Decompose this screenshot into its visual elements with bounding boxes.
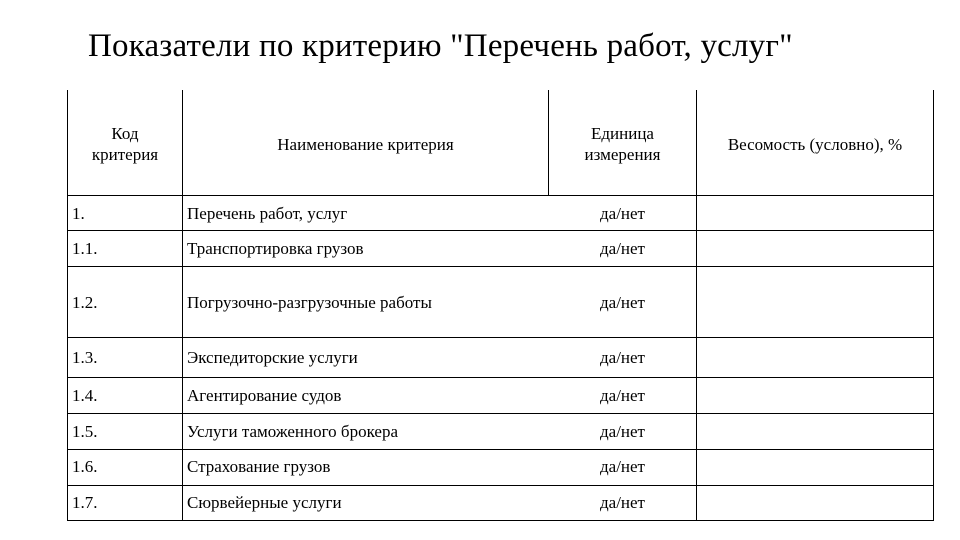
row-5-name: Агентирование судов: [187, 386, 342, 405]
row-2-name: Транспортировка грузов: [187, 239, 364, 258]
row-2-unit: да/нет: [600, 239, 645, 258]
row-7-name: Страхование грузов: [187, 457, 331, 476]
row-4-unit: да/нет: [600, 348, 645, 367]
row-4-name: Экспедиторские услуги: [187, 348, 358, 367]
row-4-code: 1.3.: [72, 348, 98, 367]
row-3-code: 1.2.: [72, 293, 98, 312]
header-name-label: Наименование критерия: [277, 134, 454, 154]
header-weight-label: Весомость (условно), %: [727, 134, 903, 154]
row-6-code: 1.5.: [72, 422, 98, 441]
row-7-code: 1.6.: [72, 457, 98, 476]
row-1-code: 1.: [72, 204, 85, 223]
row-8-code: 1.7.: [72, 493, 98, 512]
header-unit-line1: Единица: [591, 124, 654, 143]
row-8-name: Сюрвейерные услуги: [187, 493, 342, 512]
row-1-name: Перечень работ, услуг: [187, 204, 348, 223]
row-5-unit: да/нет: [600, 386, 645, 405]
page-title: Показатели по критерию "Перечень работ, услуг": [88, 28, 793, 64]
row-8-unit: да/нет: [600, 493, 645, 512]
header-unit-line2: измерения: [584, 145, 661, 164]
row-7-unit: да/нет: [600, 457, 645, 476]
row-2-code: 1.1.: [72, 239, 98, 258]
header-name: [183, 96, 548, 192]
header-code-line2: критерия: [91, 145, 159, 164]
row-6-unit: да/нет: [600, 422, 645, 441]
header-weight: [697, 96, 933, 192]
header-code-line1: Код: [111, 124, 139, 143]
row-3-unit: да/нет: [600, 293, 645, 312]
header-unit: [549, 96, 696, 192]
row-3-name: Погрузочно-разгрузочные работы: [187, 293, 432, 312]
row-1-unit: да/нет: [600, 204, 645, 223]
row-6-name: Услуги таможенного брокера: [187, 422, 398, 441]
header-code: [68, 96, 182, 192]
row-5-code: 1.4.: [72, 386, 98, 405]
